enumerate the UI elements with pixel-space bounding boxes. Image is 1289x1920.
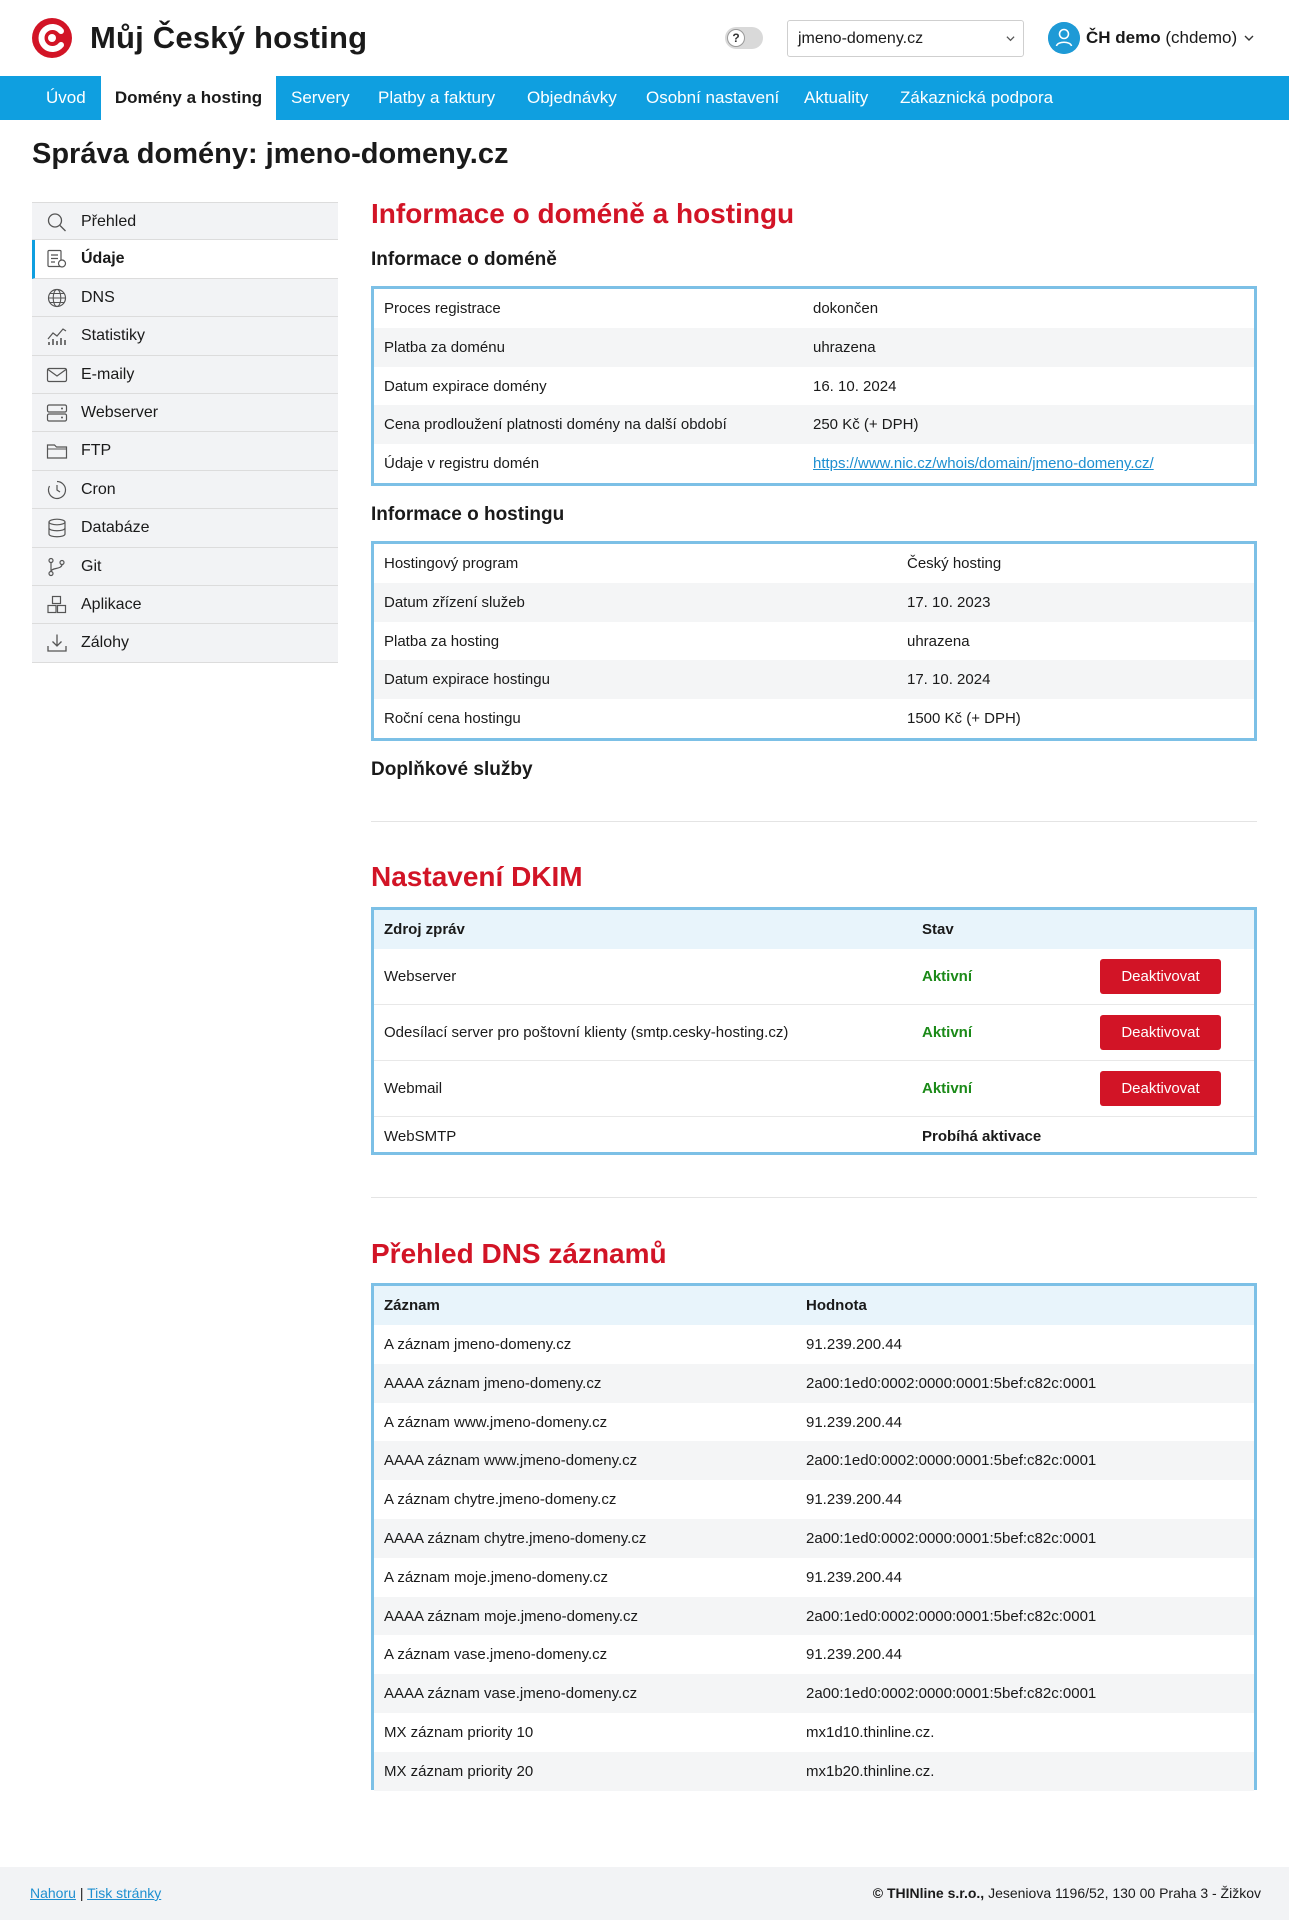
domain-select-value: jmeno-domeny.cz	[798, 30, 924, 47]
sidebar-item-statistiky[interactable]: Statistiky	[32, 317, 338, 355]
details-icon	[46, 249, 68, 269]
table-row: Cena prodloužení platnosti domény na další období 250 Kč (+ DPH)	[374, 405, 1254, 444]
table-row: AAAA záznam jmeno-domeny.cz 2a00:1ed0:0002:0000:0001:5bef:c82c:0001	[374, 1364, 1254, 1403]
sidebar-item-cron[interactable]: Cron	[32, 471, 338, 509]
table-row: Webserver Aktivní Deaktivovat	[374, 949, 1254, 1005]
whois-link[interactable]: https://www.nic.cz/whois/domain/jmeno-domeny.cz/	[813, 455, 1154, 473]
clock-icon	[46, 480, 68, 500]
table-row: Datum expirace hostingu 17. 10. 2024	[374, 660, 1254, 699]
sidebar-item-webserver[interactable]: Webserver	[32, 394, 338, 432]
sidebar-item-dns[interactable]: DNS	[32, 279, 338, 317]
sidebar-item-emaily[interactable]: E-maily	[32, 356, 338, 394]
table-row: Webmail Aktivní Deaktivovat	[374, 1061, 1254, 1117]
table-row: Datum expirace domény 16. 10. 2024	[384, 377, 897, 395]
back-to-top-link[interactable]: Nahoru	[30, 1885, 76, 1901]
chevron-down-icon	[1244, 33, 1254, 43]
table-row: A záznam vase.jmeno-domeny.cz 91.239.200.44	[374, 1635, 1254, 1674]
table-row: MX záznam priority 20 mx1b20.thinline.cz.	[374, 1752, 1254, 1791]
sidebar-item-udaje[interactable]: Údaje	[32, 240, 338, 278]
user-avatar-icon	[1048, 22, 1080, 54]
dns-rows	[374, 1325, 1254, 1791]
nav-item-osobni-nastaveni[interactable]: Osobní nastavení	[646, 88, 780, 107]
table-row: Údaje v registru domén https://www.nic.cz/whois/domain/jmeno-domeny.cz/	[384, 455, 1154, 473]
domain-info-table	[371, 286, 1257, 486]
deactivate-button[interactable]: Deaktivovat	[1100, 959, 1221, 994]
globe-icon	[46, 288, 68, 308]
table-row: Roční cena hostingu 1500 Kč (+ DPH)	[384, 710, 1021, 728]
section-divider	[371, 821, 1257, 822]
extras-heading: Doplňkové služby	[371, 759, 533, 780]
table-row: A záznam jmeno-domeny.cz 91.239.200.44	[374, 1325, 1254, 1364]
table-header: Záznam Hodnota	[374, 1286, 1254, 1325]
hosting-info-heading: Informace o hostingu	[371, 504, 565, 525]
table-row: A záznam moje.jmeno-domeny.cz 91.239.200.44	[374, 1558, 1254, 1597]
boxes-icon	[46, 595, 68, 615]
sidebar-item-zalohy[interactable]: Zálohy	[32, 624, 338, 662]
table-row: AAAA záznam moje.jmeno-domeny.cz 2a00:1ed0:0002:0000:0001:5bef:c82c:0001	[374, 1597, 1254, 1636]
table-row: AAAA záznam vase.jmeno-domeny.cz 2a00:1ed0:0002:0000:0001:5bef:c82c:0001	[374, 1674, 1254, 1713]
status-badge: Aktivní	[922, 968, 973, 985]
hosting-info-table	[371, 541, 1257, 741]
domain-select[interactable]	[787, 20, 1024, 57]
chevron-down-icon	[1006, 34, 1015, 43]
git-branch-icon	[46, 557, 68, 577]
footer	[0, 1867, 1289, 1920]
info-heading: Informace o doméně a hostingu	[371, 198, 795, 229]
table-row: A záznam www.jmeno-domeny.cz 91.239.200.44	[374, 1403, 1254, 1442]
stats-icon	[46, 326, 68, 346]
table-row: Proces registrace dokončen	[384, 300, 879, 317]
table-row: WebSMTP Probíhá aktivace	[384, 1128, 1042, 1145]
folder-icon	[46, 441, 68, 461]
help-toggle[interactable]	[725, 27, 763, 49]
table-row: Platba za hosting uhrazena	[384, 632, 970, 650]
deactivate-button[interactable]: Deaktivovat	[1100, 1071, 1221, 1106]
table-row: A záznam chytre.jmeno-domeny.cz 91.239.200.44	[374, 1480, 1254, 1519]
table-row: Datum zřízení služeb 17. 10. 2023	[374, 583, 1254, 622]
server-icon	[46, 403, 68, 423]
table-row: MX záznam priority 10 mx1d10.thinline.cz.	[374, 1713, 1254, 1752]
dns-table	[371, 1283, 1257, 1790]
download-icon	[46, 633, 68, 653]
copyright: © THINline s.r.o., Jeseniova 1196/52, 130 00 Praha 3 - Žižkov	[872, 1885, 1261, 1901]
nav-item-domeny[interactable]: Domény a hosting	[101, 72, 276, 120]
brand-name[interactable]: Můj Český hosting	[90, 20, 368, 55]
table-header: Zdroj zpráv Stav	[374, 910, 1254, 949]
sidebar-item-aplikace[interactable]: Aplikace	[32, 586, 338, 624]
section-divider	[371, 1197, 1257, 1198]
nav-item-aktuality[interactable]: Aktuality	[804, 88, 869, 107]
dns-heading: Přehled DNS záznamů	[371, 1238, 667, 1269]
envelope-icon	[46, 365, 68, 385]
sidebar	[32, 202, 338, 663]
user-name: ČH demo (chdemo)	[1086, 28, 1238, 47]
table-row: Odesílací server pro poštovní klienty (smtp.cesky-hosting.cz) Aktivní Deaktivovat	[374, 1005, 1254, 1061]
nav-item-objednavky[interactable]: Objednávky	[527, 88, 617, 107]
print-page-link[interactable]: Tisk stránky	[87, 1885, 162, 1901]
main-nav	[0, 76, 1289, 120]
header	[0, 0, 1289, 76]
nav-item-uvod[interactable]: Úvod	[46, 88, 86, 107]
brand-logo-icon[interactable]	[30, 16, 74, 60]
table-row: AAAA záznam chytre.jmeno-domeny.cz 2a00:1ed0:0002:0000:0001:5bef:c82c:0001	[374, 1519, 1254, 1558]
status-badge: Aktivní	[922, 1080, 973, 1097]
sidebar-item-prehled[interactable]: Přehled	[32, 202, 338, 240]
table-row: AAAA záznam www.jmeno-domeny.cz 2a00:1ed0:0002:0000:0001:5bef:c82c:0001	[374, 1441, 1254, 1480]
nav-item-platby[interactable]: Platby a faktury	[378, 88, 496, 107]
footer-links	[30, 1885, 161, 1901]
dkim-table	[371, 907, 1257, 1155]
domain-info-heading: Informace o doméně	[371, 249, 557, 270]
table-row: Hostingový program Český hosting	[384, 555, 1002, 572]
sidebar-item-git[interactable]: Git	[32, 548, 338, 586]
nav-item-podpora[interactable]: Zákaznická podpora	[900, 88, 1054, 107]
status-badge: Probíhá aktivace	[922, 1128, 1042, 1145]
deactivate-button[interactable]: Deaktivovat	[1100, 1015, 1221, 1050]
dkim-heading: Nastavení DKIM	[371, 861, 583, 892]
database-icon	[46, 518, 68, 538]
sidebar-item-databaze[interactable]: Databáze	[32, 509, 338, 547]
nav-item-servery[interactable]: Servery	[291, 88, 350, 107]
search-icon	[46, 212, 68, 232]
table-row: Platba za doménu uhrazena	[374, 328, 1254, 367]
sidebar-item-ftp[interactable]: FTP	[32, 432, 338, 470]
footer-separator: |	[79, 1885, 84, 1901]
help-icon: ?	[727, 29, 745, 47]
status-badge: Aktivní	[922, 1024, 973, 1041]
page-title: Správa domény: jmeno-domeny.cz	[32, 138, 509, 170]
